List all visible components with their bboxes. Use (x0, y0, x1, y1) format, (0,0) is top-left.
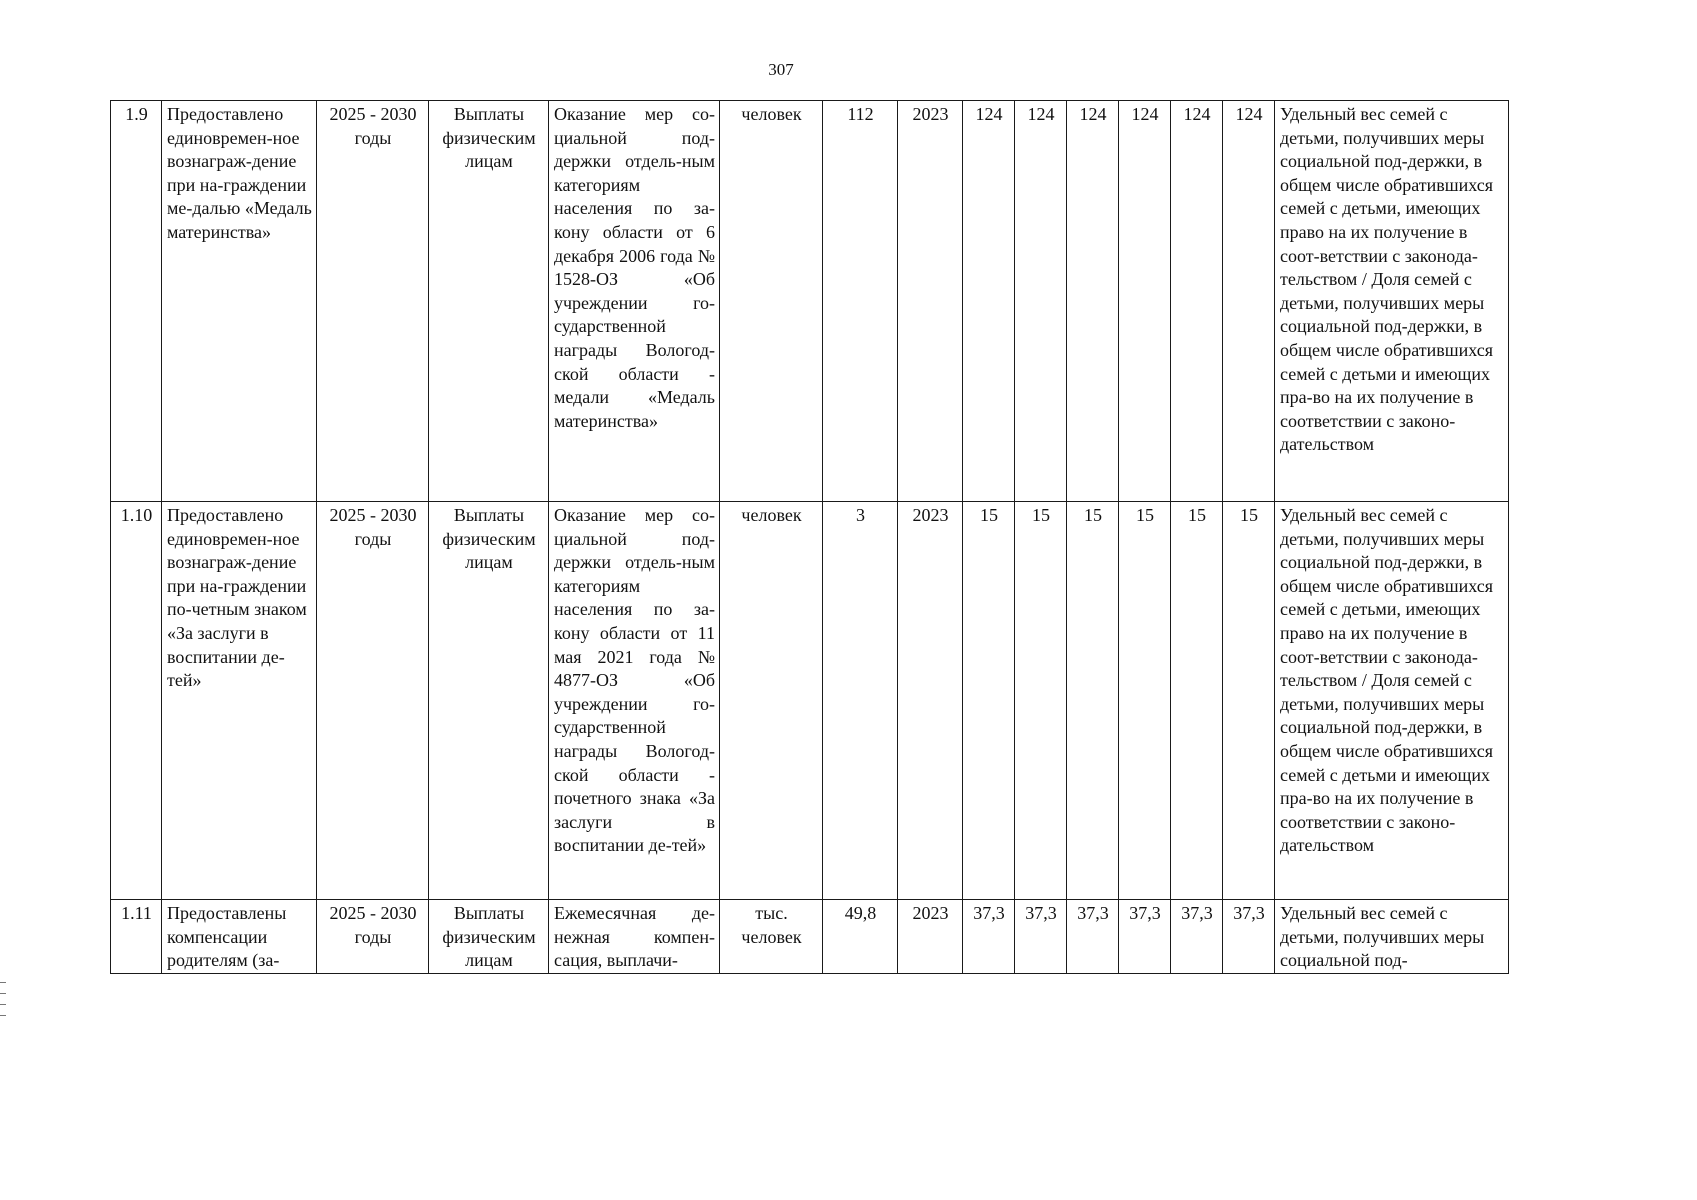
indicator-cell: Удельный вес семей с детьми, получивших меры социальной под-держки, в общем числе обратившихся семей с детьми, имеющих право на их получение в соот-ветствии с законода-тельством / Доля семей с детьми, получивших меры социальной под-держки, в общем числе обратившихся семей с детьми и имеющих пра-во на их получение в соответствии с законо-дательством (1275, 101, 1509, 502)
year-value-cell: 124 (963, 101, 1015, 502)
payment-type-cell: Выплаты физическим лицам (429, 101, 549, 502)
base-value-cell: 112 (823, 101, 898, 502)
description-cell: Оказание мер со-циальной под-держки отдель-ным категориям населения по за-кону области от 11 мая 2021 года № 4877-ОЗ «Об учреждении го-сударственной награды Вологод-ской области - почетного знака «За заслуги в воспитании де-тей» (549, 502, 720, 900)
period-cell: 2025 - 2030 годы (317, 101, 429, 502)
base-value-cell: 3 (823, 502, 898, 900)
year-value-cell: 37,3 (1171, 900, 1223, 974)
unit-cell: тыс. человек (720, 900, 823, 974)
period-cell: 2025 - 2030 годы (317, 900, 429, 974)
description-cell: Оказание мер со-циальной под-держки отдель-ным категориям населения по за-кону области от 6 декабря 2006 года № 1528-ОЗ «Об учреждении го-сударственной награды Вологод-ской области - медали «Медаль материнства» (549, 101, 720, 502)
measure-name: Предоставлены компенсации родителям (за- (162, 900, 317, 974)
row-number: 1.10 (111, 502, 162, 900)
payment-type-cell: Выплаты физическим лицам (429, 502, 549, 900)
table-row (111, 502, 1509, 900)
year-value-cell: 15 (1015, 502, 1067, 900)
year-value-cell: 37,3 (1119, 900, 1171, 974)
table-row (111, 900, 1509, 974)
year-value-cell: 124 (1171, 101, 1223, 502)
base-value-cell: 49,8 (823, 900, 898, 974)
year-value-cell: 37,3 (963, 900, 1015, 974)
year-value-cell: 37,3 (1015, 900, 1067, 974)
year-value-cell: 15 (1119, 502, 1171, 900)
year-value-cell: 124 (1119, 101, 1171, 502)
year-value-cell: 15 (1223, 502, 1275, 900)
row-number: 1.9 (111, 101, 162, 502)
year-value-cell: 124 (1067, 101, 1119, 502)
payment-type-cell: Выплаты физическим лицам (429, 900, 549, 974)
measure-name: Предоставлено единовремен-ное вознаграж-дение при на-граждении ме-далью «Медаль материнства» (162, 101, 317, 502)
table-row (111, 101, 1509, 502)
row-number: 1.11 (111, 900, 162, 974)
year-value-cell: 124 (1223, 101, 1275, 502)
measures-table (110, 100, 1509, 974)
year-value-cell: 15 (1067, 502, 1119, 900)
indicator-cell: Удельный вес семей с детьми, получивших меры социальной под- (1275, 900, 1509, 974)
indicator-cell: Удельный вес семей с детьми, получивших меры социальной под-держки, в общем числе обратившихся семей с детьми, имеющих право на их получение в соот-ветствии с законода-тельством / Доля семей с детьми, получивших меры социальной под-держки, в общем числе обратившихся семей с детьми и имеющих пра-во на их получение в соответствии с законо-дательством (1275, 502, 1509, 900)
base-year-cell: 2023 (898, 502, 963, 900)
year-value-cell: 37,3 (1067, 900, 1119, 974)
period-cell: 2025 - 2030 годы (317, 502, 429, 900)
base-year-cell: 2023 (898, 101, 963, 502)
year-value-cell: 37,3 (1223, 900, 1275, 974)
year-value-cell: 124 (1015, 101, 1067, 502)
year-value-cell: 15 (963, 502, 1015, 900)
measure-name: Предоставлено единовремен-ное вознаграж-дение при на-граждении по-четным знаком «За заслуги в воспитании де-тей» (162, 502, 317, 900)
year-value-cell: 15 (1171, 502, 1223, 900)
page-number: 307 (768, 60, 794, 79)
base-year-cell: 2023 (898, 900, 963, 974)
description-cell: Ежемесячная де-нежная компен-сация, выплачи- (549, 900, 720, 974)
unit-cell: человек (720, 101, 823, 502)
scan-edge-marks (0, 982, 6, 1016)
unit-cell: человек (720, 502, 823, 900)
